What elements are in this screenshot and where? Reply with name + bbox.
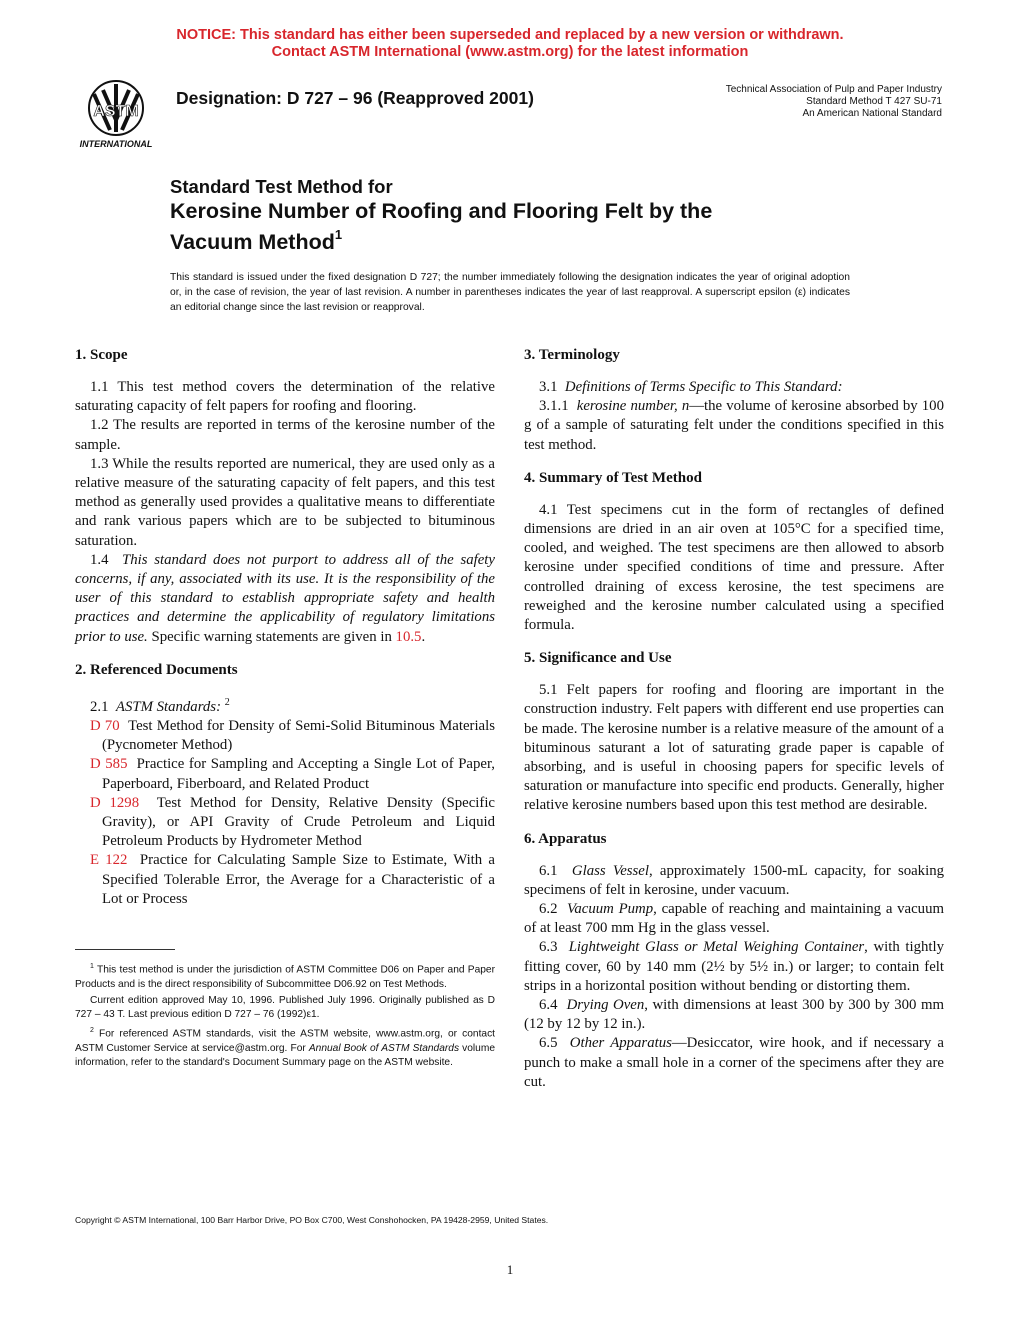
left-column [75, 346, 495, 909]
scope-1-4 [75, 551, 495, 647]
footnote-1-mark: 1 [90, 963, 94, 970]
footnote-2 [75, 1024, 495, 1070]
scope-1-3: 1.3 While the results reported are numerical, they are used only as a relative measure of the saturating capacity of felt papers, and this test method as generally used provides a qualitative means to differentiate and rank various papers which are to be subjected to bituminous saturation. [75, 455, 495, 549]
section-heading-significance: 5. Significance and Use [524, 650, 672, 667]
footnote-2-italic: Annual Book of ASTM Standards [308, 1042, 460, 1054]
right-column [524, 346, 944, 1092]
logo-subtext: INTERNATIONAL [79, 139, 153, 149]
apparatus-italic: Drying Oven [566, 997, 645, 1014]
title-line-1: Kerosine Number of Roofing and Flooring Felt by the [170, 199, 713, 223]
logo-text: ASTM [93, 103, 139, 120]
title-main [170, 199, 890, 255]
scope-1-2: 1.2 The results are reported in terms of the kerosine number of the sample. [75, 417, 495, 453]
title-footnote-ref: 1 [334, 227, 343, 242]
section-heading-referenced-documents: 2. Referenced Documents [75, 661, 238, 678]
title-prefix: Standard Test Method for [170, 176, 393, 197]
reference-text: Practice for Calculating Sample Size to Estimate, With a Specified Tolerable Error, the Average for a Characteristic of a Lot or Process [102, 852, 495, 907]
tappi-line-1: Technical Association of Pulp and Paper Industry [725, 84, 942, 95]
designation: Designation: D 727 – 96 (Reapproved 2001) [176, 88, 534, 108]
terminology-3-1-1 [524, 397, 944, 455]
apparatus-text: , with tightly fitting cover, 60 by 140 mm (2½ by 5½ in.) or larger; to contain felt strips in a horizontal position without bending or distorting them. [524, 939, 944, 994]
reference-item [90, 755, 495, 793]
apparatus-num: 6.3 [539, 939, 558, 956]
apparatus-item [524, 862, 944, 900]
scope-1-4-tail: Specific warning statements are given in [151, 628, 392, 645]
reference-text: Test Method for Density, Relative Density (Specific Gravity), or API Gravity of Crude Petroleum and Liquid Petroleum Products by Hydrometer Method [102, 794, 495, 850]
summary-4-1: 4.1 Test specimens cut in the form of rectangles of defined dimensions are dried in an air oven at 105°C for a specified time, cooled, and weighed. The test specimens are then allowed to absorb kerosine under specified conditions of time and pressure. After controlled draining of excess kerosine, the test specimens are reweighed and the kerosine number calculated using a specified formula. [524, 501, 944, 634]
apparatus-text: —Desiccator, wire hook, and if necessary a punch to make a small hole in a corner of the specimens after they are cut. [524, 1035, 944, 1090]
footnote-2-mark: 2 [90, 1027, 94, 1035]
section-heading-scope: 1. Scope [75, 347, 128, 363]
scope-1-4-italic: This standard does not purport to address all of the safety concerns, if any, associated with its use. It is the responsibility of the user of this standard to establish appropriate safety and health practices and determine the applicability of regulatory limitations prior to use. [75, 551, 495, 645]
terminology-3-1-1-text: —the volume of kerosine absorbed by 100 g of a sample of saturating felt under the conditions specified in this test method. [524, 398, 944, 453]
link-10-5[interactable]: 10.5 [395, 628, 422, 645]
terminology-3-1-1-italic: kerosine number, n [576, 398, 690, 415]
terminology-3-1-1-num: 3.1.1 [539, 398, 569, 415]
section-heading-terminology: 3. Terminology [524, 347, 620, 363]
tappi-info [726, 84, 942, 120]
terminology-3-1-num: 3.1 [539, 379, 558, 395]
terminology-3-1 [524, 378, 944, 397]
apparatus-italic: Vacuum Pump [567, 901, 654, 918]
footnote-1 [75, 960, 495, 992]
tappi-line-3: An American National Standard [802, 108, 942, 119]
document-title [170, 175, 890, 255]
link-d585[interactable]: D 585 [90, 756, 128, 773]
apparatus-text: , with dimensions at least 300 by 300 by 300 mm (12 by 12 by 12 in.). [524, 997, 945, 1033]
apparatus-num: 6.2 [539, 901, 558, 918]
apparatus-num: 6.5 [539, 1035, 558, 1052]
apparatus-text: , capable of reaching and maintaining a vacuum of at least 700 mm Hg in the glass vessel. [524, 901, 944, 937]
scope-1-4-num: 1.4 [90, 551, 109, 568]
footnote-divider [75, 949, 175, 950]
refdocs-2-1-num: 2.1 [90, 698, 109, 715]
astm-logo [70, 76, 162, 152]
section-heading-summary: 4. Summary of Test Method [524, 469, 702, 486]
footnotes [75, 960, 495, 1072]
apparatus-item [524, 900, 944, 938]
reference-text: Practice for Sampling and Accepting a Single Lot of Paper, Paperboard, Fiberboard, and Related Product [102, 756, 496, 792]
footnote-2-text-b: volume information, refer to the standard's Document Summary page on the ASTM website. [75, 1042, 495, 1068]
notice-line-1: NOTICE: This standard has either been superseded and replaced by a new version or withdrawn. [176, 27, 844, 43]
title-line-2 [170, 224, 890, 255]
apparatus-italic: Lightweight Glass or Metal Weighing Container [568, 939, 865, 956]
reference-text: Test Method for Density of Semi-Solid Bituminous Materials (Pycnometer Method) [102, 717, 495, 754]
apparatus-item [524, 938, 944, 996]
apparatus-item [524, 1034, 944, 1092]
link-d1298[interactable]: D 1298 [90, 794, 140, 811]
reference-item [90, 851, 495, 909]
apparatus-item [524, 996, 944, 1034]
notice-line-2: Contact ASTM International (www.astm.org) for the latest information [271, 44, 749, 60]
scope-1-4-end: . [421, 628, 426, 645]
tappi-line-2: Standard Method T 427 SU-71 [806, 96, 942, 107]
link-e122[interactable]: E 122 [90, 852, 128, 869]
apparatus-italic: Other Apparatus [569, 1035, 672, 1052]
refdocs-2-1-italic: ASTM Standards: [115, 698, 221, 715]
footnote-2-text-a: For referenced ASTM standards, visit the ASTM website, www.astm.org, or contact ASTM Customer Service at service@astm.org. For [75, 1028, 495, 1054]
reference-item [90, 717, 495, 755]
refdocs-2-1 [75, 693, 495, 717]
apparatus-num: 6.1 [539, 862, 558, 879]
apparatus-italic: Glass Vessel [571, 862, 649, 879]
footnote-1-text: This test method is under the jurisdiction of ASTM Committee D06 on Paper and Paper Products and is the direct responsibility of Subcommittee D06.92 on Test Methods. [75, 964, 495, 990]
intro-paragraph: This standard is issued under the fixed designation D 727; the number immediately following the designation indicates the year of original adoption or, in the case of revision, the year of last revision. A number in parentheses indicates the year of last reapproval. A superscript epsilon (ε) indicates an editorial change since the last revision or reapproval. [170, 272, 850, 313]
terminology-3-1-italic: Definitions of Terms Specific to This Standard: [564, 379, 843, 395]
footnote-1b: Current edition approved May 10, 1996. Published July 1996. Originally published as D 727 – 43 T. Last previous edition D 727 – 76 (1992)ε1. [75, 994, 495, 1020]
copyright: Copyright © ASTM International, 100 Barr Harbor Drive, PO Box C700, West Conshohocken, PA 19428-2959, United States. [75, 1215, 549, 1225]
section-heading-apparatus: 6. Apparatus [524, 830, 607, 847]
significance-5-1: 5.1 Felt papers for roofing and flooring are important in the construction industry. Felt papers with different end use properties can be made. The kerosine number is a relative measure of the amount of a bituminous saturant a lot of saturating grade paper is capable of absorbing, and is useful in choosing papers for specific levels of saturation or manufacture into specific end products. Generally, higher relative kerosine numbers based upon this test method are desirable. [524, 682, 944, 814]
apparatus-num: 6.4 [539, 997, 558, 1014]
link-d70[interactable]: D 70 [90, 717, 120, 734]
scope-1-1: 1.1 This test method covers the determination of the relative saturating capacity of felt papers for roofing and flooring. [75, 379, 495, 415]
page-number: 1 [506, 1262, 514, 1277]
withdrawal-notice [0, 27, 1020, 61]
title-line-2-text: Vacuum Method [170, 230, 335, 255]
reference-item [90, 794, 495, 852]
apparatus-text: , approximately 1500-mL capacity, for soaking specimens of felt in kerosine, under vacuum. [524, 862, 944, 898]
refdocs-footnote-ref: 2 [224, 696, 230, 708]
